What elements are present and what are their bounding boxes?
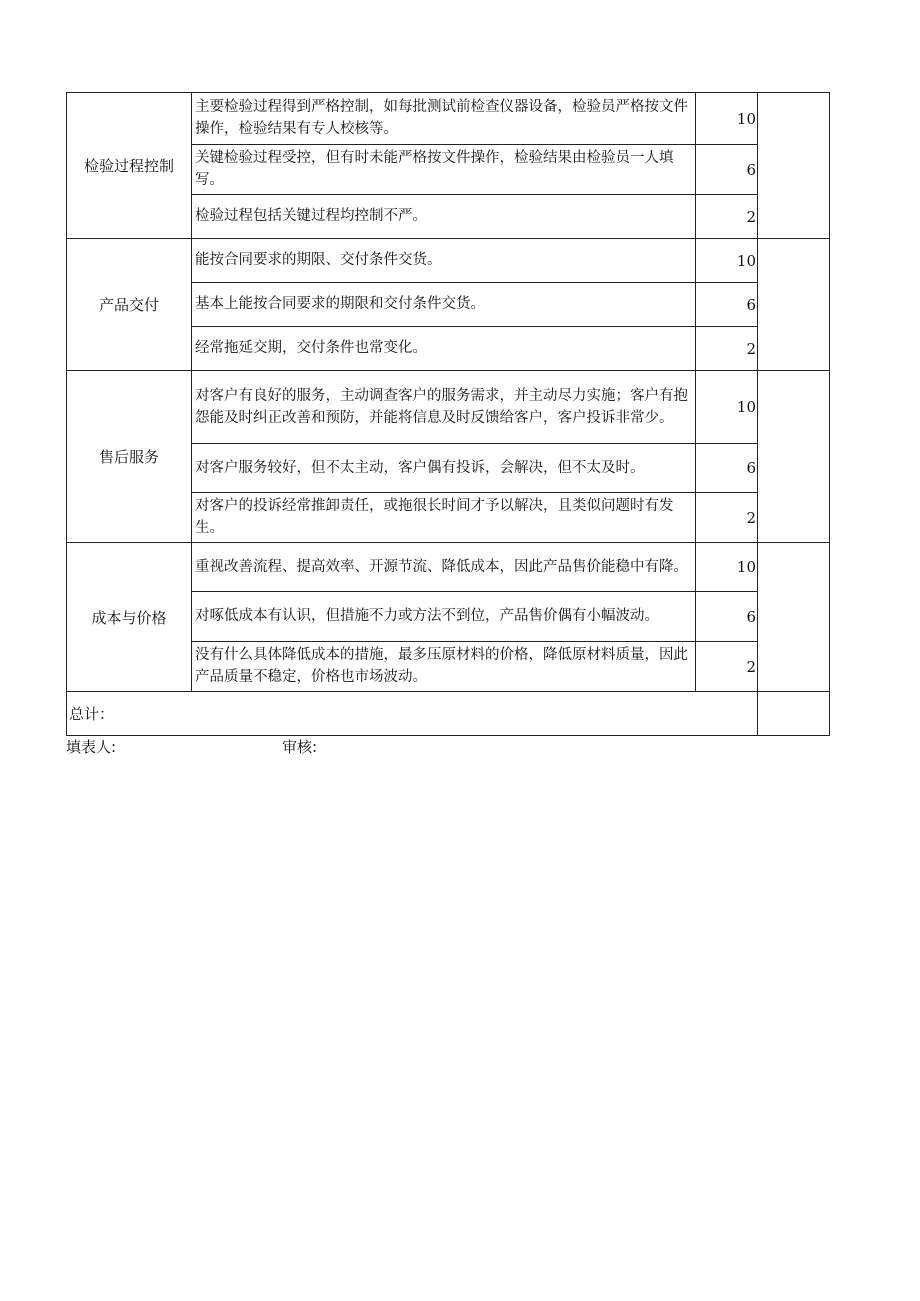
filler-label: 填表人:: [66, 738, 117, 756]
criteria-cell: 关键检验过程受控，但有时未能严格按文件操作，检验结果由检验员一人填写。: [192, 145, 696, 195]
criteria-cell: 能按合同要求的期限、交付条件交货。: [192, 239, 696, 283]
criteria-cell: 主要检验过程得到严格控制，如每批测试前检查仪器设备，检验员严格按文件操作，检验结果有专人校核等。: [192, 93, 696, 145]
total-value-cell[interactable]: [758, 692, 830, 736]
category-cell: 产品交付: [67, 239, 192, 371]
criteria-cell: 基本上能按合同要求的期限和交付条件交货。: [192, 283, 696, 327]
criteria-cell: 对客户服务较好，但不太主动，客户偶有投诉，会解决，但不太及时。: [192, 444, 696, 493]
score-cell: 6: [696, 283, 758, 327]
score-cell: 2: [696, 327, 758, 371]
criteria-cell: 对啄低成本有认识，但措施不力或方法不到位，产品售价偶有小幅波动。: [192, 592, 696, 642]
table-row: [67, 371, 830, 444]
score-cell: 2: [696, 195, 758, 239]
total-label: 总计：: [67, 692, 758, 736]
table-row: [67, 543, 830, 592]
rating-cell[interactable]: [758, 371, 830, 543]
score-cell: 10: [696, 93, 758, 145]
supplier-evaluation-table: [66, 92, 830, 736]
criteria-cell: 对客户的投诉经常推卸责任，或拖很长时间才予以解决，且类似问题时有发生。: [192, 493, 696, 543]
score-cell: 6: [696, 444, 758, 493]
criteria-cell: 没有什么具体降低成本的措施，最多压原材料的价格，降低原材料质量，因此产品质量不稳定，价格也市场波动。: [192, 642, 696, 692]
criteria-cell: 重视改善流程、提高效率、开源节流、降低成本，因此产品售价能稳中有降。: [192, 543, 696, 592]
table-row: [67, 239, 830, 283]
category-cell: 售后服务: [67, 371, 192, 543]
reviewer-label: 审核:: [282, 738, 318, 756]
criteria-cell: 对客户有良好的服务，主动调查客户的服务需求，并主动尽力实施；客户有抱怨能及时纠正改善和预防，并能将信息及时反馈给客户，客户投诉非常少。: [192, 371, 696, 444]
score-cell: 2: [696, 493, 758, 543]
score-cell: 10: [696, 239, 758, 283]
score-cell: 10: [696, 371, 758, 444]
total-row: [67, 692, 830, 736]
category-cell: 检验过程控制: [67, 93, 192, 239]
score-cell: 6: [696, 145, 758, 195]
score-cell: 2: [696, 642, 758, 692]
rating-cell[interactable]: [758, 543, 830, 692]
table-row: [67, 93, 830, 145]
rating-cell[interactable]: [758, 93, 830, 239]
rating-cell[interactable]: [758, 239, 830, 371]
category-cell: 成本与价格: [67, 543, 192, 692]
score-cell: 10: [696, 543, 758, 592]
criteria-cell: 经常拖延交期，交付条件也常变化。: [192, 327, 696, 371]
criteria-cell: 检验过程包括关键过程均控制不严。: [192, 195, 696, 239]
score-cell: 6: [696, 592, 758, 642]
